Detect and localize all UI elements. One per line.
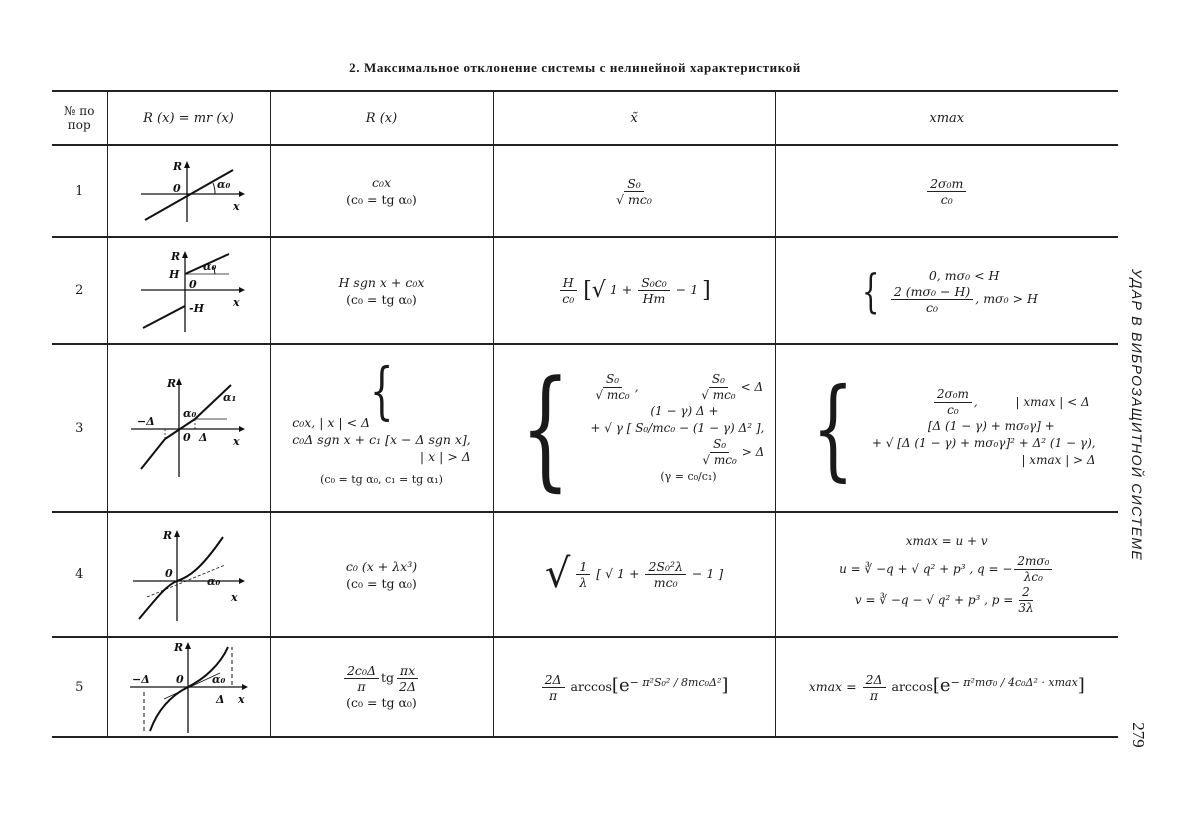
graph-cell bbox=[107, 512, 270, 637]
graph-cell bbox=[107, 145, 270, 237]
page-number: 279 bbox=[1129, 722, 1148, 748]
svg-text:0: 0 bbox=[188, 277, 197, 291]
svg-text:x: x bbox=[232, 435, 240, 448]
characteristic-graph bbox=[124, 639, 254, 735]
svg-text:0: 0 bbox=[164, 566, 173, 580]
header-graph: R (x) = mr (x) bbox=[107, 91, 270, 145]
running-header: УДАР В ВИБРОЗАЩИТНОЙ СИСТЕМЕ bbox=[1129, 268, 1145, 562]
row-number: 3 bbox=[52, 344, 107, 512]
svg-text:Δ: Δ bbox=[198, 431, 208, 444]
xmax-cell: { 0, mσ₀ < H $\frac{\text{2 (mσ₀ − H)}}{\text{c₀}}$ , mσ₀ > H bbox=[775, 237, 1118, 344]
x-tilde-cell: $\frac{2\Delta}{\pi}$ $\arccos[e^{- \pi^2S_0^2 / 8mc_0\Delta^2}]$ bbox=[493, 637, 775, 737]
svg-text:x: x bbox=[237, 693, 245, 706]
svg-text:R: R bbox=[173, 641, 183, 654]
rx-cell: $\frac{\text{2c₀Δ}}{\pi}$ tg $\frac{\pi x}{2\Delta}$ (c₀ = tg α₀) bbox=[270, 637, 493, 737]
svg-text:−Δ: −Δ bbox=[131, 673, 150, 686]
svg-text:α₀: α₀ bbox=[182, 407, 196, 420]
table-header-row bbox=[52, 91, 1118, 145]
table-row bbox=[52, 344, 1118, 512]
rx-cell: { c₀x, | x | < Δ c₀Δ sgn x + c₁ [x − Δ sgn x], | x | > Δ (c₀ = tg α₀, c₁ = tg α₁) bbox=[270, 344, 493, 512]
xmax-cell: $\frac{\text{2σ₀m}}{\text{c₀}}$ bbox=[775, 145, 1118, 237]
svg-text:α₀: α₀ bbox=[206, 574, 220, 588]
row-number: 2 bbox=[52, 237, 107, 344]
row-number: 1 bbox=[52, 145, 107, 237]
rx-cell: c₀x (c₀ = tg α₀) bbox=[270, 145, 493, 237]
characteristic-graph bbox=[127, 525, 251, 625]
header-xmax: xmax bbox=[775, 91, 1118, 145]
xmax-cell: xmax = u + v u = ∛ −q + √ q² + p³ , q = − $\frac{\text{2mσ₀}}{\text{λc₀}}$ v = ∛ −q − √ q² + p³ , p = $\frac{2}{3\lambda}$ bbox=[775, 512, 1118, 637]
svg-text:H: H bbox=[168, 267, 179, 281]
graph-cell bbox=[107, 237, 270, 344]
characteristic-graph bbox=[127, 373, 251, 483]
svg-text:α₀: α₀ bbox=[202, 259, 216, 273]
graph-cell bbox=[107, 344, 270, 512]
xmax-cell: { $\frac{\text{2σ₀m}}{\text{c₀}}$ , | xmax | < Δ [Δ (1 − γ) + mσ₀γ] + + √ [Δ (1 − γ) + mσ₀γ]² + Δ² (1 − γ), | xmax | > Δ bbox=[775, 344, 1118, 512]
rx-cell: c₀ (x + λx³) (c₀ = tg α₀) bbox=[270, 512, 493, 637]
table-row bbox=[52, 637, 1118, 737]
characteristic-graph bbox=[129, 246, 249, 336]
svg-text:x: x bbox=[232, 295, 240, 309]
table-row bbox=[52, 512, 1118, 637]
x-tilde-cell: { $\frac{\text{S₀}}{\text{√ mc₀}}$ , $\frac{\text{S₀}}{\text{√ mc₀}}$ < Δ (1 − γ) Δ + + √ γ [ S₀/mc₀ − (1 − γ) Δ² ], $\frac{\text{S₀}}{\text{√ mc₀}}$ > Δ (γ = c₀/c₁) bbox=[493, 344, 775, 512]
angle-label: α₀ bbox=[216, 178, 230, 191]
axis-label: x bbox=[232, 200, 240, 213]
row-number: 5 bbox=[52, 637, 107, 737]
x-tilde-cell: √ $\frac{1}{\lambda}$ [ √ 1 + $\frac{\text{2S₀²λ}}{\text{mc₀}}$ − 1 ] bbox=[493, 512, 775, 637]
table-row bbox=[52, 237, 1118, 344]
rx-cell: H sgn x + c₀x (c₀ = tg α₀) bbox=[270, 237, 493, 344]
header-number: № по пор bbox=[52, 91, 107, 145]
x-tilde-cell: $\frac{\text{S₀}}{\text{√ mc₀}}$ bbox=[493, 145, 775, 237]
row-number: 4 bbox=[52, 512, 107, 637]
svg-text:R: R bbox=[162, 528, 172, 542]
table-caption: 2. Максимальное отклонение системы с нелинейной характеристикой bbox=[349, 60, 801, 75]
svg-text:0: 0 bbox=[175, 673, 184, 686]
svg-text:Δ: Δ bbox=[215, 693, 225, 706]
svg-text:x: x bbox=[230, 590, 238, 604]
x-tilde-cell: $\frac{H}{\text{c₀}}$ [√ 1 + $\frac{\text{S₀c₀}}{Hm}$ − 1 ] bbox=[493, 237, 775, 344]
header-x-tilde: x̃ bbox=[493, 91, 775, 145]
axis-label: R bbox=[172, 160, 182, 173]
graph-cell bbox=[107, 637, 270, 737]
svg-text:-H: -H bbox=[188, 301, 204, 315]
header-rx: R (x) bbox=[270, 91, 493, 145]
table-row bbox=[52, 145, 1118, 237]
svg-text:R: R bbox=[170, 249, 180, 263]
svg-text:R: R bbox=[166, 377, 176, 390]
axis-label: 0 bbox=[172, 182, 181, 195]
xmax-cell: xmax = $\frac{2\Delta}{\pi}$ $\arccos[e^{- \pi^2m\sigma_0 / 4c_0\Delta^2 \cdot xmax}]$ bbox=[775, 637, 1118, 737]
svg-text:−Δ: −Δ bbox=[136, 415, 155, 428]
svg-text:0: 0 bbox=[182, 431, 191, 444]
svg-text:α₁: α₁ bbox=[222, 391, 236, 404]
results-table bbox=[52, 90, 1118, 738]
characteristic-graph bbox=[129, 156, 249, 226]
svg-text:α₀: α₀ bbox=[211, 673, 225, 686]
